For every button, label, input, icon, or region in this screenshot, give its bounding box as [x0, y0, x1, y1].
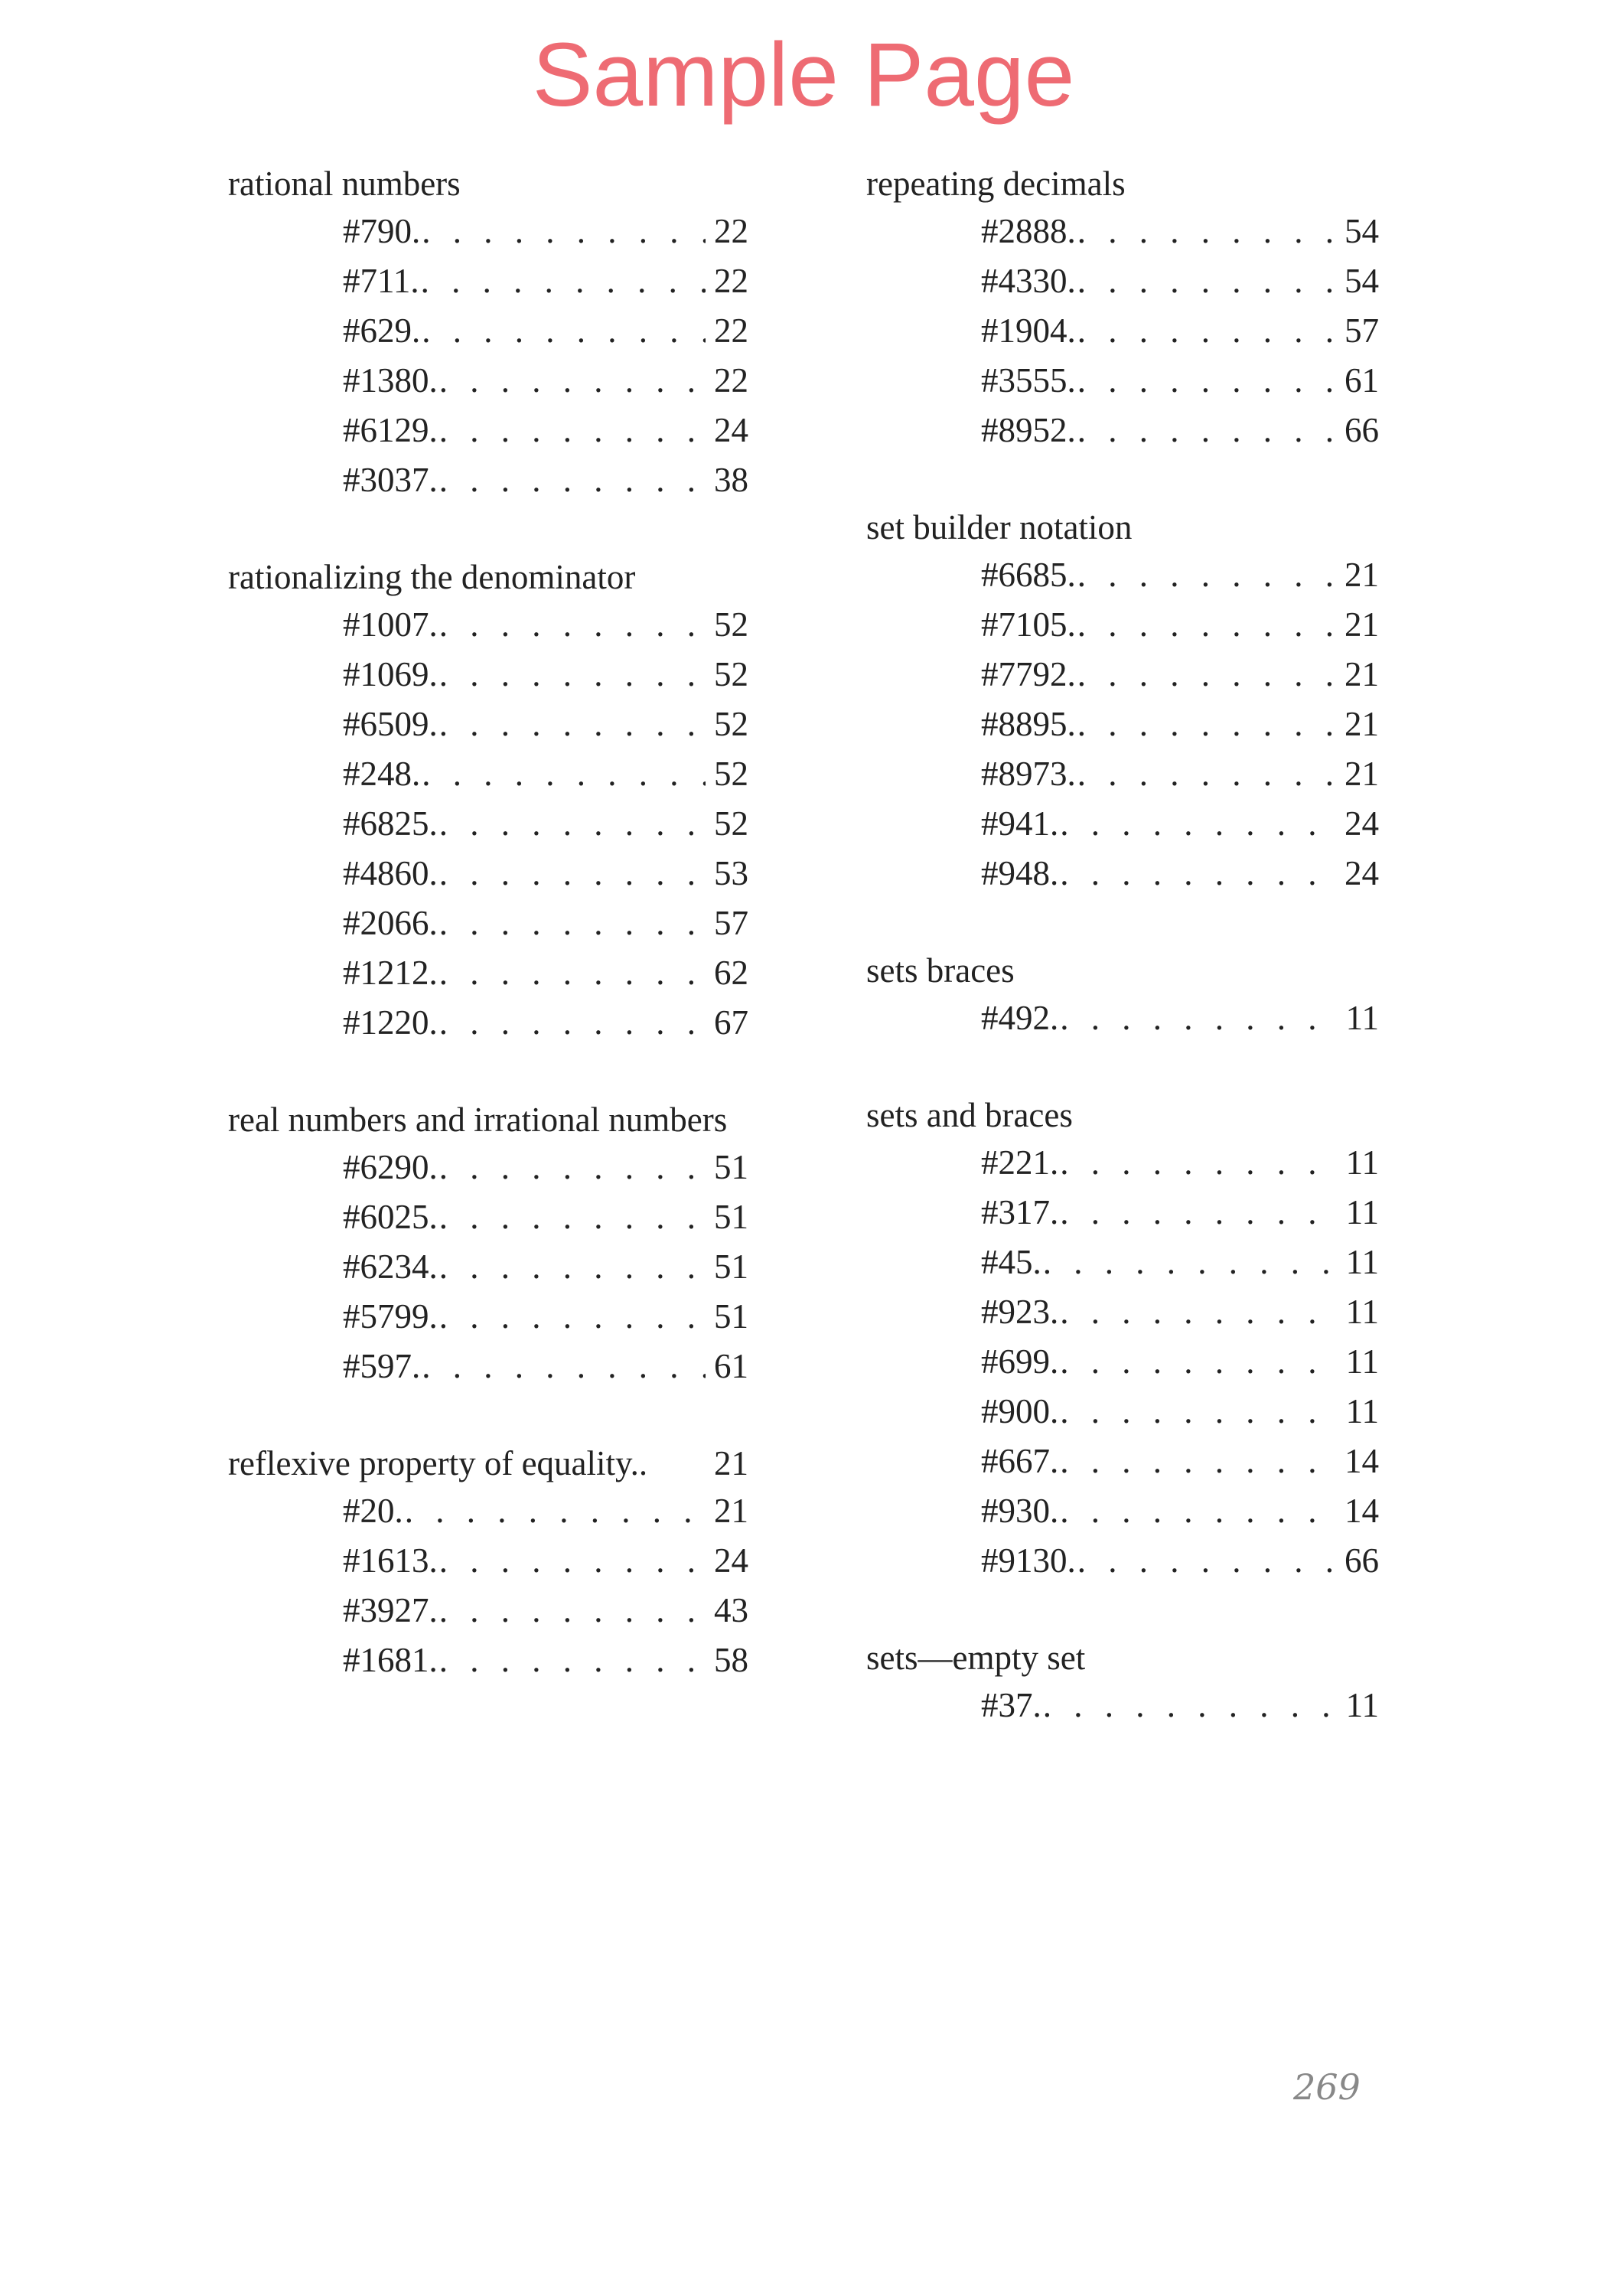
- dot-leader: [439, 700, 706, 749]
- index-row-page: 11: [1345, 1392, 1379, 1430]
- index-row-label: #248.: [343, 755, 421, 793]
- index-row: [981, 1138, 1379, 1188]
- dot-leader: [1077, 650, 1336, 700]
- index-row-label: #7105.: [981, 605, 1076, 644]
- dot-leader: [439, 1536, 706, 1586]
- index-column-left: [228, 161, 748, 1734]
- index-row-label: #699.: [981, 1342, 1059, 1381]
- index-row-label: #667.: [981, 1442, 1059, 1480]
- index-row-label: #790.: [343, 212, 421, 250]
- index-row-page: 22: [714, 311, 748, 350]
- index-row: [981, 1681, 1379, 1730]
- index-row-label: #7792.: [981, 655, 1076, 693]
- index-row: [981, 550, 1379, 600]
- index-row-label: #6685.: [981, 556, 1076, 594]
- index-row-page: 24: [1345, 854, 1379, 892]
- dot-leader: [1060, 993, 1336, 1043]
- index-row-label: #3927.: [343, 1591, 438, 1629]
- index-row-label: #1007.: [343, 605, 438, 644]
- index-row: [981, 1188, 1379, 1238]
- dot-leader: [1060, 1188, 1336, 1238]
- index-row: [343, 406, 748, 455]
- index-column-right: [866, 161, 1379, 1779]
- dot-leader: [1077, 356, 1336, 406]
- index-row-label: #8895.: [981, 705, 1076, 743]
- index-row-label: #20.: [343, 1492, 403, 1530]
- index-row-label: #317.: [981, 1193, 1059, 1231]
- index-row-page: 11: [1345, 1293, 1379, 1331]
- index-row-page: 11: [1345, 1143, 1379, 1182]
- index-row-page: 24: [714, 1541, 748, 1580]
- dot-leader: [1077, 306, 1336, 356]
- dot-leader: [421, 256, 706, 306]
- dot-leader: [439, 406, 706, 455]
- index-row: [343, 749, 748, 799]
- dot-leader: [1060, 799, 1336, 849]
- index-row: [343, 1636, 748, 1685]
- index-row: [981, 799, 1379, 849]
- index-row-label: #6025.: [343, 1198, 438, 1236]
- dot-leader: [439, 998, 706, 1048]
- index-row: [981, 1238, 1379, 1287]
- dot-leader: [439, 899, 706, 948]
- dot-leader: [422, 207, 706, 256]
- dot-leader: [1060, 1337, 1336, 1387]
- index-entry: [866, 1635, 1379, 1730]
- index-row: [343, 455, 748, 505]
- index-row-label: #597.: [343, 1347, 421, 1385]
- index-row-label: #1220.: [343, 1003, 438, 1042]
- index-row-label: #4330.: [981, 262, 1076, 300]
- index-row-page: 21: [1345, 705, 1379, 743]
- dot-leader: [439, 1292, 706, 1342]
- index-entry: [866, 161, 1379, 455]
- index-heading: sets braces: [866, 951, 1015, 990]
- index-row: [981, 256, 1379, 306]
- page-number: 269: [1293, 2066, 1361, 2108]
- index-row-page: 22: [714, 212, 748, 250]
- dot-leader: [439, 849, 706, 899]
- index-row-label: #6129.: [343, 411, 438, 449]
- index-row-page: 58: [714, 1641, 748, 1679]
- dot-leader: [422, 749, 706, 799]
- index-row-page: 14: [1345, 1492, 1379, 1530]
- index-row-page: 57: [714, 904, 748, 942]
- index-heading: sets and braces: [866, 1096, 1073, 1134]
- index-row: [981, 650, 1379, 700]
- dot-leader: [439, 799, 706, 849]
- dot-leader: [1077, 550, 1336, 600]
- dot-leader: [1077, 207, 1336, 256]
- index-row-page: 53: [714, 854, 748, 892]
- index-row-label: #1904.: [981, 311, 1076, 350]
- index-row-page: 21: [1345, 755, 1379, 793]
- index-row-label: #900.: [981, 1392, 1059, 1430]
- index-row: [343, 1242, 748, 1292]
- index-row: [981, 1437, 1379, 1486]
- index-row-label: #1212.: [343, 954, 438, 992]
- index-row-page: 52: [714, 605, 748, 644]
- index-row-label: #5799.: [343, 1297, 438, 1336]
- index-row: [343, 256, 748, 306]
- index-heading-label: reflexive property of equality..: [228, 1444, 648, 1482]
- index-row-page: 52: [714, 655, 748, 693]
- index-row-label: #930.: [981, 1492, 1059, 1530]
- index-row-label: #221.: [981, 1143, 1059, 1182]
- dot-leader: [439, 455, 706, 505]
- index-row: [981, 1536, 1379, 1586]
- index-row-page: 66: [1345, 1541, 1379, 1580]
- index-row-page: 57: [1345, 311, 1379, 350]
- index-row-page: 11: [1345, 1686, 1379, 1724]
- dot-leader: [439, 600, 706, 650]
- dot-leader: [422, 306, 706, 356]
- index-row: [343, 700, 748, 749]
- index-heading: rational numbers: [228, 165, 461, 203]
- index-row: [343, 1143, 748, 1192]
- index-row-page: 21: [714, 1492, 748, 1530]
- dot-leader: [1077, 256, 1336, 306]
- index-row-label: #37.: [981, 1686, 1041, 1724]
- index-row: [343, 356, 748, 406]
- index-row: [981, 700, 1379, 749]
- index-row-page: 51: [714, 1198, 748, 1236]
- index-row-page: 52: [714, 755, 748, 793]
- dot-leader: [1077, 406, 1336, 455]
- index-row-label: #3555.: [981, 361, 1076, 400]
- index-row: [343, 1536, 748, 1586]
- index-row: [343, 1292, 748, 1342]
- index-row-page: 52: [714, 705, 748, 743]
- index-row: [981, 207, 1379, 256]
- index-row-label: #2888.: [981, 212, 1076, 250]
- index-row-label: #6825.: [343, 804, 438, 843]
- dot-leader: [1060, 1486, 1336, 1536]
- index-row: [343, 207, 748, 256]
- index-row-page: 11: [1345, 1243, 1379, 1281]
- dot-leader: [439, 1586, 706, 1636]
- index-row-page: 11: [1345, 1193, 1379, 1231]
- index-row-page: 22: [714, 361, 748, 400]
- index-row-label: #6234.: [343, 1247, 438, 1286]
- index-row-label: #2066.: [343, 904, 438, 942]
- index-row-label: #492.: [981, 999, 1059, 1037]
- index-row-page: 11: [1345, 1342, 1379, 1381]
- index-heading: rationalizing the denominator: [228, 558, 636, 596]
- index-heading: sets—empty set: [866, 1639, 1086, 1677]
- index-row: [981, 1337, 1379, 1387]
- index-row-page: 62: [714, 954, 748, 992]
- index-row-label: #629.: [343, 311, 421, 350]
- index-row-label: #6290.: [343, 1148, 438, 1186]
- index-row-label: #948.: [981, 854, 1059, 892]
- index-row: [343, 600, 748, 650]
- index-row-page: 51: [714, 1148, 748, 1186]
- dot-leader: [439, 1636, 706, 1685]
- index-row-label: #1613.: [343, 1541, 438, 1580]
- dot-leader: [405, 1486, 706, 1536]
- index-row: [343, 1192, 748, 1242]
- dot-leader: [439, 1143, 706, 1192]
- index-row-page: 38: [714, 461, 748, 499]
- index-heading-page: 21: [714, 1444, 748, 1482]
- index-row-page: 21: [1345, 556, 1379, 594]
- dot-leader: [1060, 849, 1336, 899]
- dot-leader: [1077, 1536, 1336, 1586]
- dot-leader: [422, 1342, 706, 1391]
- index-row-page: 14: [1345, 1442, 1379, 1480]
- index-row: [981, 1387, 1379, 1437]
- index-row: [343, 899, 748, 948]
- index-entry: [228, 1440, 748, 1685]
- index-row-page: 22: [714, 262, 748, 300]
- dot-leader: [1077, 749, 1336, 799]
- index-entry: [866, 504, 1379, 899]
- index-row: [981, 1287, 1379, 1337]
- dot-leader: [439, 356, 706, 406]
- index-row-page: 54: [1345, 262, 1379, 300]
- dot-leader: [1043, 1681, 1336, 1730]
- index-row: [981, 600, 1379, 650]
- index-row: [343, 998, 748, 1048]
- index-row-page: 61: [1345, 361, 1379, 400]
- index-row-label: #45.: [981, 1243, 1041, 1281]
- index-row-label: #3037.: [343, 461, 438, 499]
- dot-leader: [1043, 1238, 1336, 1287]
- index-row-label: #8973.: [981, 755, 1076, 793]
- index-row: [343, 306, 748, 356]
- index-row-label: #9130.: [981, 1541, 1076, 1580]
- index-row: [343, 1342, 748, 1391]
- index-entry: [228, 161, 748, 505]
- index-row-label: #1069.: [343, 655, 438, 693]
- index-row-label: #711.: [343, 262, 419, 300]
- dot-leader: [1060, 1287, 1336, 1337]
- index-row-page: 51: [714, 1297, 748, 1336]
- index-row: [981, 849, 1379, 899]
- dot-leader: [1077, 600, 1336, 650]
- index-heading: set builder notation: [866, 508, 1133, 546]
- index-entry: [228, 1097, 748, 1391]
- index-row: [981, 406, 1379, 455]
- index-row-page: 52: [714, 804, 748, 843]
- index-row: [981, 1486, 1379, 1536]
- index-entry: [866, 1092, 1379, 1586]
- dot-leader: [1077, 700, 1336, 749]
- dot-leader: [439, 948, 706, 998]
- index-row-page: 21: [1345, 655, 1379, 693]
- dot-leader: [1060, 1437, 1336, 1486]
- index-row: [343, 799, 748, 849]
- index-row-label: #1380.: [343, 361, 438, 400]
- index-row-page: 54: [1345, 212, 1379, 250]
- index-heading: real numbers and irrational numbers: [228, 1101, 728, 1139]
- index-row-label: #6509.: [343, 705, 438, 743]
- index-row-page: 24: [1345, 804, 1379, 843]
- index-row: [981, 306, 1379, 356]
- index-row-page: 21: [1345, 605, 1379, 644]
- index-row: [343, 948, 748, 998]
- index-heading: [228, 1440, 748, 1486]
- dot-leader: [1060, 1138, 1336, 1188]
- index-row: [343, 849, 748, 899]
- dot-leader: [439, 1192, 706, 1242]
- index-row-page: 61: [714, 1347, 748, 1385]
- index-row-page: 51: [714, 1247, 748, 1286]
- index-row: [343, 1486, 748, 1536]
- index-row-page: 67: [714, 1003, 748, 1042]
- index-row-label: #1681.: [343, 1641, 438, 1679]
- index-row-label: #941.: [981, 804, 1059, 843]
- index-heading: repeating decimals: [866, 165, 1126, 203]
- index-entry: [866, 947, 1379, 1043]
- index-entry: [228, 554, 748, 1048]
- index-row: [981, 356, 1379, 406]
- index-row: [343, 650, 748, 700]
- sample-page-watermark: Sample Page: [532, 24, 1075, 126]
- index-row-page: 11: [1345, 999, 1379, 1037]
- index-row: [343, 1586, 748, 1636]
- index-row: [981, 993, 1379, 1043]
- index-row-label: #4860.: [343, 854, 438, 892]
- index-row-page: 66: [1345, 411, 1379, 449]
- index-row-page: 43: [714, 1591, 748, 1629]
- index-row-label: #8952.: [981, 411, 1076, 449]
- index-row-label: #923.: [981, 1293, 1059, 1331]
- dot-leader: [439, 1242, 706, 1292]
- index-row-page: 24: [714, 411, 748, 449]
- dot-leader: [439, 650, 706, 700]
- dot-leader: [1060, 1387, 1336, 1437]
- index-row: [981, 749, 1379, 799]
